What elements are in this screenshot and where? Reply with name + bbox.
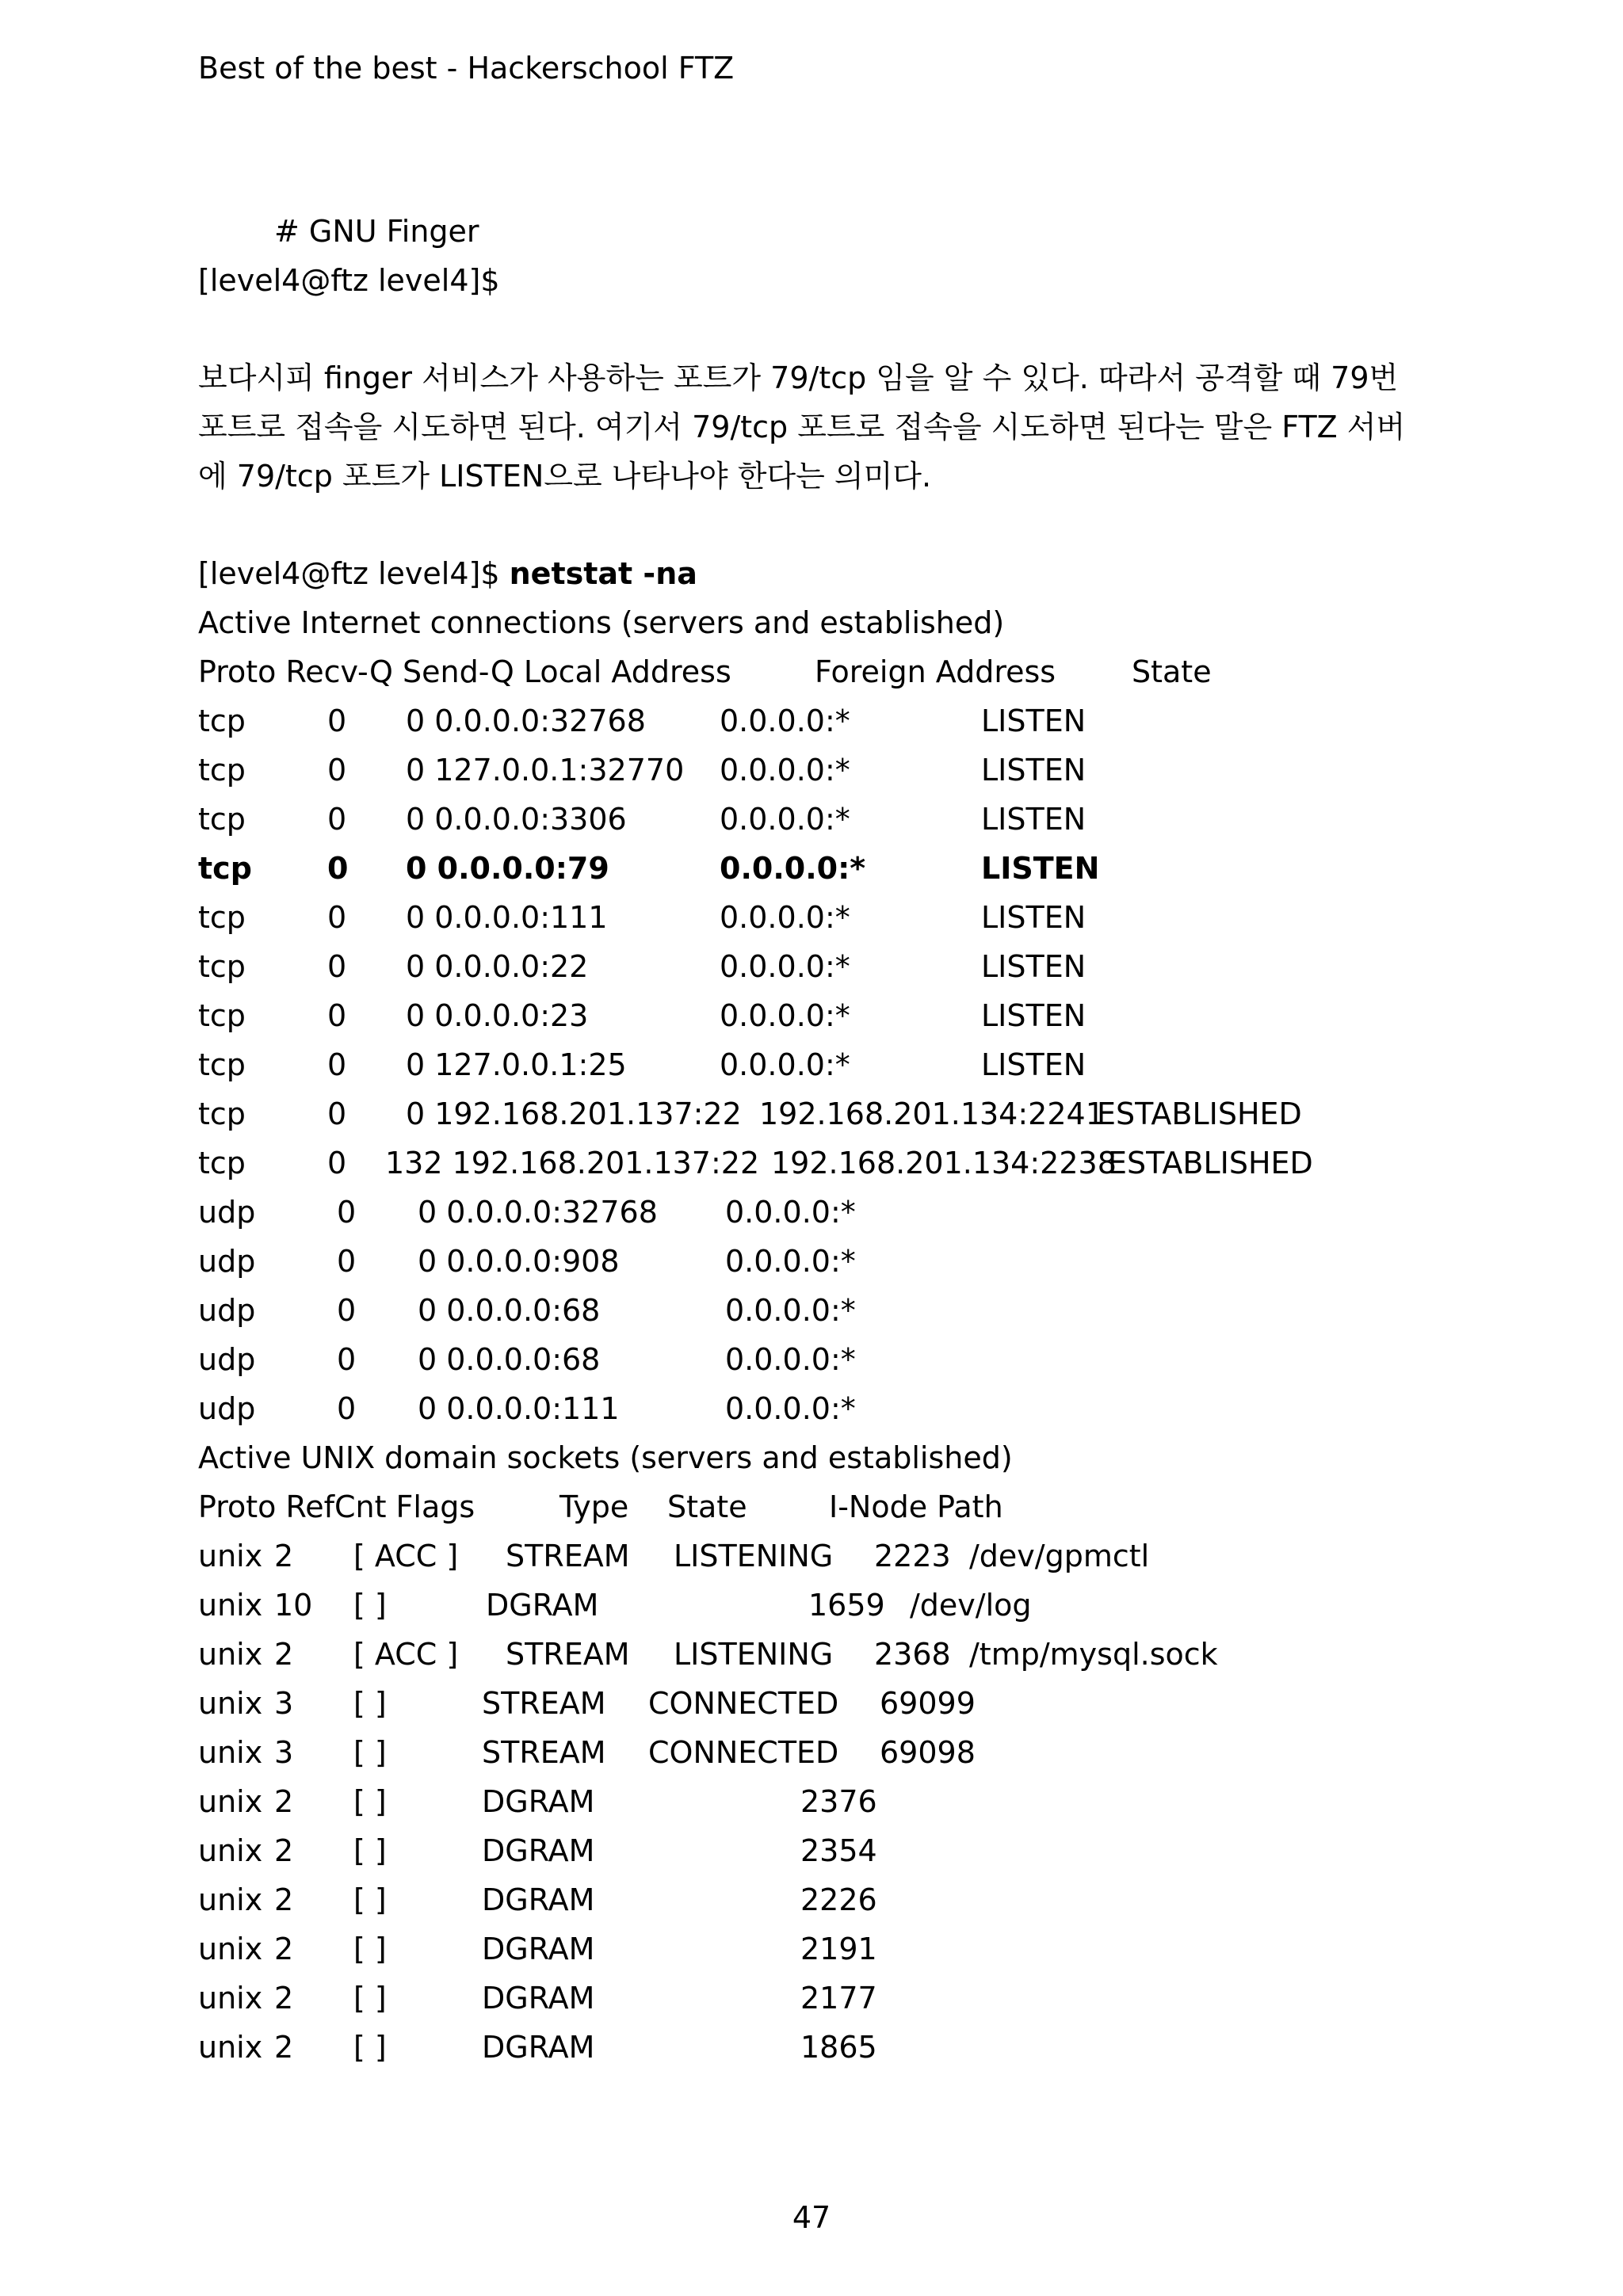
inet-state: ESTABLISHED xyxy=(1108,1146,1313,1180)
unix-type: DGRAM xyxy=(482,1784,595,1819)
inet-recv-q: 0 xyxy=(337,1293,357,1328)
inet-table-header xyxy=(198,653,1466,691)
unix-proto: unix xyxy=(198,1932,263,1966)
unix-state: CONNECTED xyxy=(648,1735,839,1770)
inet-foreign-address: 0.0.0.0:* xyxy=(720,900,850,935)
inet-local-address: 0 0.0.0.0:111 xyxy=(406,900,608,935)
unix-proto: unix xyxy=(198,1735,263,1770)
unix-refcnt: 3 xyxy=(274,1686,294,1721)
inet-state: LISTEN xyxy=(981,802,1086,837)
inet-row xyxy=(198,1144,1506,1182)
inet-row xyxy=(198,898,1506,936)
inet-recv-q: 0 xyxy=(327,949,347,984)
inet-proto: tcp xyxy=(198,851,252,886)
inet-state: LISTEN xyxy=(981,949,1086,984)
inet-row xyxy=(198,1390,1506,1428)
inet-local-address: 0 127.0.0.1:25 xyxy=(406,1047,627,1082)
unix-proto: unix xyxy=(198,1882,263,1917)
unix-flags: [ ] xyxy=(353,1981,387,2016)
inet-local-address: 132 192.168.201.137:22 xyxy=(385,1146,760,1180)
running-header: Best of the best - Hackerschool FTZ xyxy=(198,51,735,86)
inet-local-address: 0 0.0.0.0:3306 xyxy=(406,802,627,837)
unix-refcnt: 10 xyxy=(274,1588,313,1623)
unix-refcnt: 2 xyxy=(274,1833,294,1868)
inet-proto: tcp xyxy=(198,900,246,935)
unix-row xyxy=(198,1783,1466,1821)
inet-proto: tcp xyxy=(198,1047,246,1082)
inet-row xyxy=(198,1242,1506,1280)
inet-local-address: 0 0.0.0.0:22 xyxy=(406,949,589,984)
unix-state: LISTENING xyxy=(674,1539,834,1573)
unix-type: STREAM xyxy=(506,1637,630,1672)
inet-foreign-address: 0.0.0.0:* xyxy=(725,1195,856,1230)
inet-proto: tcp xyxy=(198,802,246,837)
unix-type: STREAM xyxy=(482,1735,606,1770)
unix-flags: [ ACC ] xyxy=(353,1637,459,1672)
unix-type: DGRAM xyxy=(486,1588,599,1623)
inet-foreign-address: 0.0.0.0:* xyxy=(720,704,850,738)
inet-foreign-address: 0.0.0.0:* xyxy=(720,998,850,1033)
inet-proto: tcp xyxy=(198,949,246,984)
unix-type: STREAM xyxy=(482,1686,606,1721)
inet-recv-q: 0 xyxy=(327,753,347,788)
unix-proto: unix xyxy=(198,1588,263,1623)
inet-section-title: Active Internet connections (servers and established) xyxy=(198,605,1005,640)
unix-inode: 2223 xyxy=(874,1539,951,1573)
unix-section-title: Active UNIX domain sockets (servers and established) xyxy=(198,1440,1013,1475)
inet-header-proto-local: Proto Recv-Q Send-Q Local Address xyxy=(198,654,731,689)
inet-recv-q: 0 xyxy=(327,851,349,886)
inet-foreign-address: 0.0.0.0:* xyxy=(720,851,866,886)
inet-proto: udp xyxy=(198,1195,256,1230)
unix-flags: [ ] xyxy=(353,1882,387,1917)
unix-proto: unix xyxy=(198,1539,263,1573)
unix-flags: [ ] xyxy=(353,1932,387,1966)
inet-state: LISTEN xyxy=(981,900,1086,935)
inet-recv-q: 0 xyxy=(327,1146,347,1180)
unix-row xyxy=(198,2028,1466,2066)
inet-state: LISTEN xyxy=(981,998,1086,1033)
inet-foreign-address: 0.0.0.0:* xyxy=(725,1342,856,1377)
unix-flags: [ ] xyxy=(353,2030,387,2065)
unix-proto: unix xyxy=(198,1784,263,1819)
inet-recv-q: 0 xyxy=(327,704,347,738)
inet-local-address: 0 127.0.0.1:32770 xyxy=(406,753,685,788)
unix-inode: 69099 xyxy=(880,1686,976,1721)
unix-row xyxy=(198,1930,1466,1968)
unix-refcnt: 3 xyxy=(274,1735,294,1770)
unix-refcnt: 2 xyxy=(274,1784,294,1819)
unix-refcnt: 2 xyxy=(274,1932,294,1966)
inet-local-address: 0 0.0.0.0:23 xyxy=(406,998,589,1033)
unix-refcnt: 2 xyxy=(274,2030,294,2065)
page-number: 47 xyxy=(792,2200,831,2235)
inet-proto: tcp xyxy=(198,998,246,1033)
inet-recv-q: 0 xyxy=(337,1195,357,1230)
unix-flags: [ ] xyxy=(353,1784,387,1819)
inet-proto: udp xyxy=(198,1342,256,1377)
unix-proto: unix xyxy=(198,2030,263,2065)
unix-inode: 1659 xyxy=(808,1588,885,1623)
unix-header-inode-path: I-Node Path xyxy=(829,1489,1003,1524)
inet-local-address: 0 0.0.0.0:79 xyxy=(406,851,609,886)
inet-row xyxy=(198,751,1506,789)
unix-row xyxy=(198,1635,1466,1673)
unix-state: CONNECTED xyxy=(648,1686,839,1721)
inet-recv-q: 0 xyxy=(327,998,347,1033)
unix-header-proto-flags: Proto RefCnt Flags xyxy=(198,1489,475,1524)
unix-type: DGRAM xyxy=(482,2030,595,2065)
inet-proto: udp xyxy=(198,1391,256,1426)
unix-refcnt: 2 xyxy=(274,1882,294,1917)
inet-foreign-address: 0.0.0.0:* xyxy=(725,1293,856,1328)
unix-row xyxy=(198,1733,1466,1772)
unix-inode: 69098 xyxy=(880,1735,976,1770)
inet-recv-q: 0 xyxy=(337,1391,357,1426)
unix-inode: 1865 xyxy=(800,2030,877,2065)
inet-local-address: 0 0.0.0.0:68 xyxy=(418,1293,601,1328)
paragraph-line: 포트로 접속을 시도하면 된다. 여기서 79/tcp 포트로 접속을 시도하면 된다는 말은 FTZ 서버 xyxy=(198,410,1406,444)
inet-proto: udp xyxy=(198,1293,256,1328)
unix-header-type: Type xyxy=(559,1489,629,1524)
finger-comment-line: # GNU Finger xyxy=(274,214,479,249)
inet-recv-q: 0 xyxy=(327,802,347,837)
unix-path: /tmp/mysql.sock xyxy=(969,1637,1218,1672)
inet-recv-q: 0 xyxy=(327,1097,347,1131)
unix-type: DGRAM xyxy=(482,1882,595,1917)
unix-inode: 2354 xyxy=(800,1833,877,1868)
unix-flags: [ ] xyxy=(353,1833,387,1868)
unix-path: /dev/gpmctl xyxy=(969,1539,1150,1573)
unix-row xyxy=(198,1881,1466,1919)
inet-row xyxy=(198,1291,1506,1329)
inet-row xyxy=(198,702,1506,740)
unix-row xyxy=(198,1832,1466,1870)
inet-state: LISTEN xyxy=(981,1047,1086,1082)
inet-proto: tcp xyxy=(198,704,246,738)
inet-foreign-address: 0.0.0.0:* xyxy=(720,1047,850,1082)
unix-flags: [ ] xyxy=(353,1735,387,1770)
unix-row xyxy=(198,1684,1466,1722)
unix-inode: 2226 xyxy=(800,1882,877,1917)
inet-local-address: 0 192.168.201.137:22 xyxy=(406,1097,742,1131)
inet-recv-q: 0 xyxy=(337,1244,357,1279)
inet-state: LISTEN xyxy=(981,704,1086,738)
netstat-command-line xyxy=(198,555,697,593)
inet-local-address: 0 0.0.0.0:32768 xyxy=(418,1195,658,1230)
unix-refcnt: 2 xyxy=(274,1637,294,1672)
inet-state: LISTEN xyxy=(981,753,1086,788)
unix-proto: unix xyxy=(198,1637,263,1672)
unix-proto: unix xyxy=(198,1833,263,1868)
inet-row xyxy=(198,1193,1506,1231)
inet-foreign-address: 192.168.201.134:2238 xyxy=(771,1146,1117,1180)
inet-foreign-address: 192.168.201.134:2241 xyxy=(759,1097,1105,1131)
inet-row xyxy=(198,849,1506,887)
inet-local-address: 0 0.0.0.0:908 xyxy=(418,1244,620,1279)
unix-state: LISTENING xyxy=(674,1637,834,1672)
unix-flags: [ ] xyxy=(353,1686,387,1721)
unix-type: DGRAM xyxy=(482,1981,595,2016)
inet-header-foreign: Foreign Address xyxy=(815,654,1056,689)
inet-foreign-address: 0.0.0.0:* xyxy=(725,1244,856,1279)
inet-state: LISTEN xyxy=(981,851,1100,886)
unix-proto: unix xyxy=(198,1686,263,1721)
netstat-command: netstat -na xyxy=(509,556,697,591)
unix-type: DGRAM xyxy=(482,1833,595,1868)
unix-inode: 2191 xyxy=(800,1932,877,1966)
inet-row xyxy=(198,800,1506,838)
inet-proto: tcp xyxy=(198,1146,246,1180)
shell-prompt: [level4@ftz level4]$ xyxy=(198,556,510,591)
inet-state: ESTABLISHED xyxy=(1097,1097,1302,1131)
paragraph-line: 보다시피 finger 서비스가 사용하는 포트가 79/tcp 임을 알 수 있다. 따라서 공격할 때 79번 xyxy=(198,360,1399,395)
paragraph-line: 에 79/tcp 포트가 LISTEN으로 나타나야 한다는 의미다. xyxy=(198,459,932,494)
inet-proto: tcp xyxy=(198,753,246,788)
unix-path: /dev/log xyxy=(910,1588,1032,1623)
unix-type: DGRAM xyxy=(482,1932,595,1966)
inet-local-address: 0 0.0.0.0:68 xyxy=(418,1342,601,1377)
inet-row xyxy=(198,1046,1506,1084)
inet-recv-q: 0 xyxy=(327,900,347,935)
unix-row xyxy=(198,1979,1466,2017)
unix-header-state: State xyxy=(667,1489,747,1524)
inet-local-address: 0 0.0.0.0:32768 xyxy=(406,704,646,738)
inet-recv-q: 0 xyxy=(337,1342,357,1377)
inet-foreign-address: 0.0.0.0:* xyxy=(720,753,850,788)
inet-row xyxy=(198,997,1506,1035)
inet-foreign-address: 0.0.0.0:* xyxy=(725,1391,856,1426)
unix-flags: [ ACC ] xyxy=(353,1539,459,1573)
unix-inode: 2368 xyxy=(874,1637,951,1672)
inet-proto: tcp xyxy=(198,1097,246,1131)
inet-proto: udp xyxy=(198,1244,256,1279)
unix-refcnt: 2 xyxy=(274,1539,294,1573)
unix-row xyxy=(198,1537,1466,1575)
finger-prompt-line: [level4@ftz level4]$ xyxy=(198,263,500,298)
unix-row xyxy=(198,1586,1466,1624)
unix-table-header xyxy=(198,1488,1466,1526)
inet-foreign-address: 0.0.0.0:* xyxy=(720,802,850,837)
inet-foreign-address: 0.0.0.0:* xyxy=(720,949,850,984)
inet-row xyxy=(198,948,1506,986)
unix-inode: 2177 xyxy=(800,1981,877,2016)
inet-row xyxy=(198,1341,1506,1379)
unix-flags: [ ] xyxy=(353,1588,387,1623)
unix-proto: unix xyxy=(198,1981,263,2016)
unix-refcnt: 2 xyxy=(274,1981,294,2016)
unix-type: STREAM xyxy=(506,1539,630,1573)
inet-local-address: 0 0.0.0.0:111 xyxy=(418,1391,620,1426)
inet-recv-q: 0 xyxy=(327,1047,347,1082)
inet-row xyxy=(198,1095,1506,1133)
unix-inode: 2376 xyxy=(800,1784,877,1819)
inet-header-state: State xyxy=(1132,654,1212,689)
